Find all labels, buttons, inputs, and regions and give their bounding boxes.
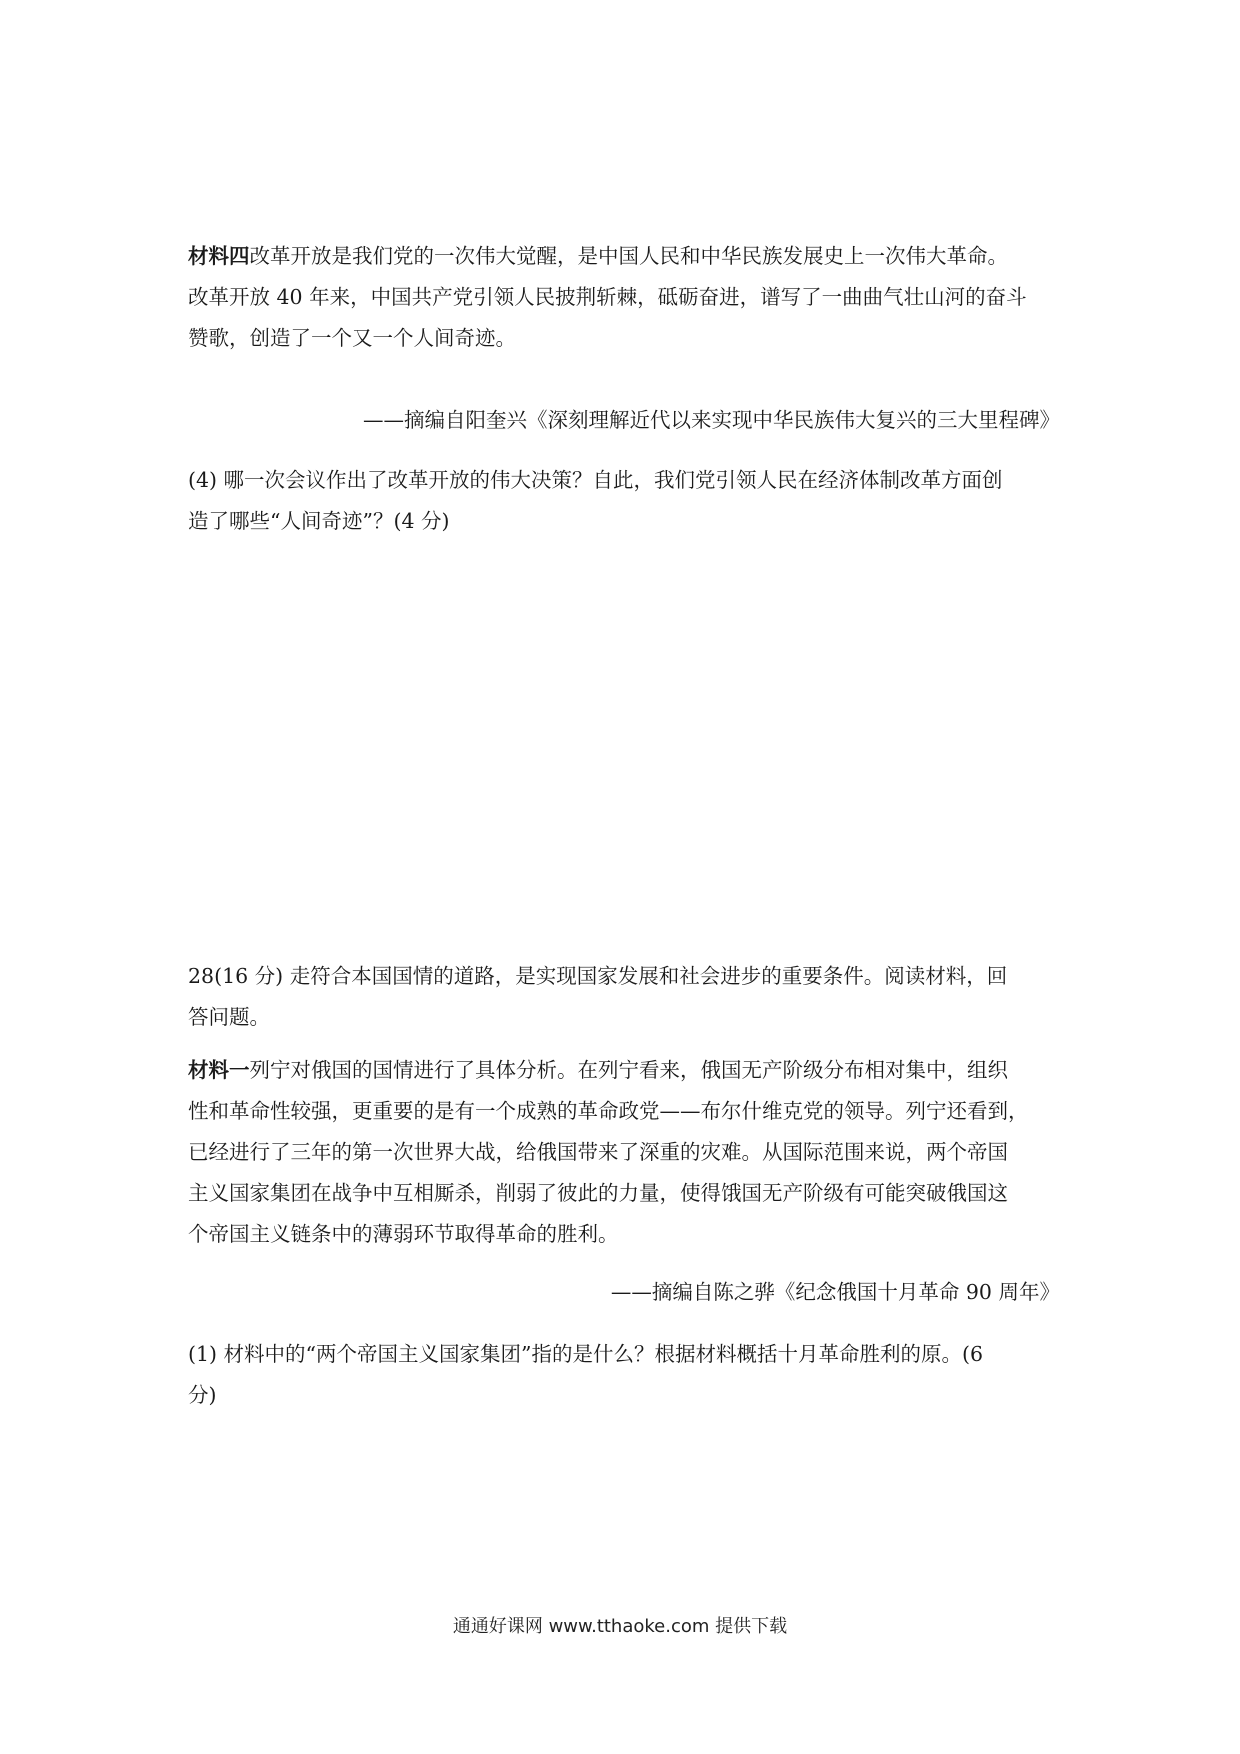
- question-28-line-1: 28(16 分) 走符合本国国情的道路，是实现国家发展和社会进步的重要条件。阅读材料，回: [188, 964, 1008, 988]
- material-1-label: 材料一: [188, 1058, 250, 1082]
- material-1-line-3: 已经进行了三年的第一次世界大战，给俄国带来了深重的灾难。从国际范围来说，两个帝国: [188, 1140, 1008, 1164]
- material-1-line-5: 个帝国主义链条中的薄弱环节取得革命的胜利。: [188, 1222, 619, 1246]
- material-4-line-2: 改革开放 40 年来，中国共产党引领人民披荆斩棘，砥砺奋进，谱写了一曲曲气壮山河的奋斗: [188, 285, 1027, 309]
- material-4-label: 材料四: [188, 244, 250, 268]
- material-4-line-3: 赞歌，创造了一个又一个人间奇迹。: [188, 326, 516, 350]
- material-4-source: ——摘编自阳奎兴《深刻理解近代以来实现中华民族伟大复兴的三大里程碑》: [363, 408, 1060, 432]
- question-28-line-2: 答问题。: [188, 1005, 270, 1029]
- question-28-intro: [188, 956, 1060, 1038]
- material-1-source: ——摘编自陈之骅《纪念俄国十月革命 90 周年》: [610, 1280, 1060, 1304]
- question-4: [188, 460, 1060, 542]
- material-1-line-2: 性和革命性较强，更重要的是有一个成熟的革命政党——布尔什维克党的领导。列宁还看到，: [188, 1099, 1029, 1123]
- material-1-paragraph: [188, 1050, 1060, 1255]
- question-1: [188, 1334, 1060, 1416]
- question-1-line-1: (1) 材料中的“两个帝国主义国家集团”指的是什么？根据材料概括十月革命胜利的原。(6: [188, 1342, 984, 1366]
- material-4-paragraph: [188, 236, 1060, 359]
- material-1-line-1: 材料一列宁对俄国的国情进行了具体分析。在列宁看来，俄国无产阶级分布相对集中，组织: [188, 1058, 1008, 1082]
- question-1-line-2: 分): [188, 1383, 217, 1407]
- material-4-line-1: 材料四改革开放是我们党的一次伟大觉醒，是中国人民和中华民族发展史上一次伟大革命。: [188, 244, 1008, 268]
- material-1-line-4: 主义国家集团在战争中互相厮杀，削弱了彼此的力量，使得饿国无产阶级有可能突破俄国这: [188, 1181, 1008, 1205]
- question-4-line-2: 造了哪些“人间奇迹”？(4 分): [188, 509, 450, 533]
- page-footer: 通通好课网 www.tthaoke.com 提供下载: [452, 1616, 788, 1637]
- question-4-line-1: (4) 哪一次会议作出了改革开放的伟大决策？自此，我们党引领人民在经济体制改革方面创: [188, 468, 1003, 492]
